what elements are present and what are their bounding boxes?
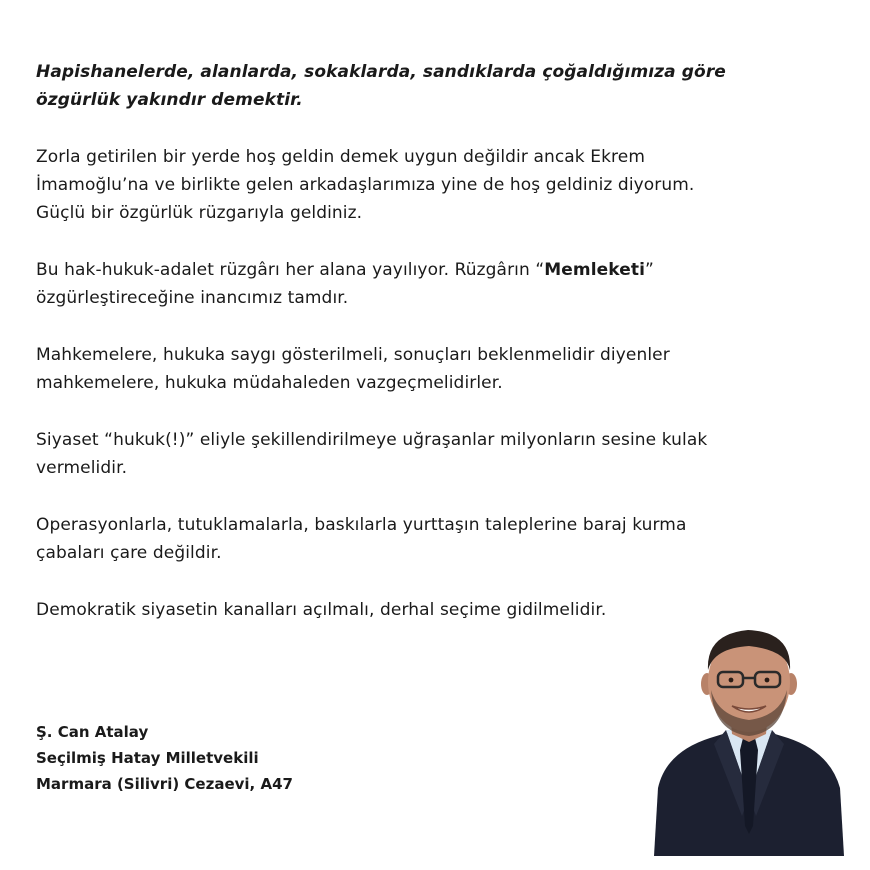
signature-location: Marmara (Silivri) Cezaevi, A47	[36, 775, 293, 793]
portrait-illustration	[654, 620, 844, 856]
paragraph-4	[36, 426, 836, 482]
paragraph-2-line-1-before: Bu hak-hukuk-adalet rüzgârı her alana yayılıyor. Rüzgârın “	[36, 260, 545, 280]
signature-title: Seçilmiş Hatay Milletvekili	[36, 749, 259, 767]
headline-line-1: Hapishanelerde, alanlarda, sokaklarda, sandıklarda çoğaldığımıza göre	[36, 62, 726, 82]
paragraph-4-line-1: Siyaset “hukuk(!)” eliyle şekillendirilmeye uğraşanlar milyonların sesine kulak	[36, 430, 708, 450]
paragraph-1-line-1: Zorla getirilen bir yerde hoş geldin demek uygun değildir ancak Ekrem	[36, 147, 645, 167]
paragraph-2-line-1-after: ”	[645, 260, 654, 280]
signature-block	[36, 719, 456, 797]
paragraph-5-line-2: çabaları çare değildir.	[36, 543, 222, 563]
paragraph-2	[36, 256, 836, 312]
paragraph-1-line-3: Güçlü bir özgürlük rüzgarıyla geldiniz.	[36, 203, 363, 223]
portrait-photo	[654, 620, 844, 856]
paragraph-3-line-1: Mahkemelere, hukuka saygı gösterilmeli, sonuçları beklenmelidir diyenler	[36, 345, 670, 365]
paragraph-1	[36, 143, 836, 227]
paragraph-3	[36, 341, 836, 397]
letter-headline	[36, 58, 836, 114]
paragraph-2-line-2: özgürleştireceğine inancımız tamdır.	[36, 288, 349, 308]
headline-line-2: özgürlük yakındır demektir.	[36, 90, 303, 110]
paragraph-3-line-2: mahkemelere, hukuka müdahaleden vazgeçmelidirler.	[36, 373, 503, 393]
paragraph-4-line-2: vermelidir.	[36, 458, 128, 478]
paragraph-5-line-1: Operasyonlarla, tutuklamalarla, baskılarla yurttaşın taleplerine baraj kurma	[36, 515, 687, 535]
signature-name: Ş. Can Atalay	[36, 723, 149, 741]
paragraph-5	[36, 511, 836, 567]
paragraph-1-line-2: İmamoğlu’na ve birlikte gelen arkadaşlarımıza yine de hoş geldiniz diyorum.	[36, 175, 695, 195]
paragraph-6-line-1: Demokratik siyasetin kanalları açılmalı, derhal seçime gidilmelidir.	[36, 600, 607, 620]
paragraph-2-bold-word: Memleketi	[544, 260, 646, 280]
letter-body	[36, 58, 836, 653]
